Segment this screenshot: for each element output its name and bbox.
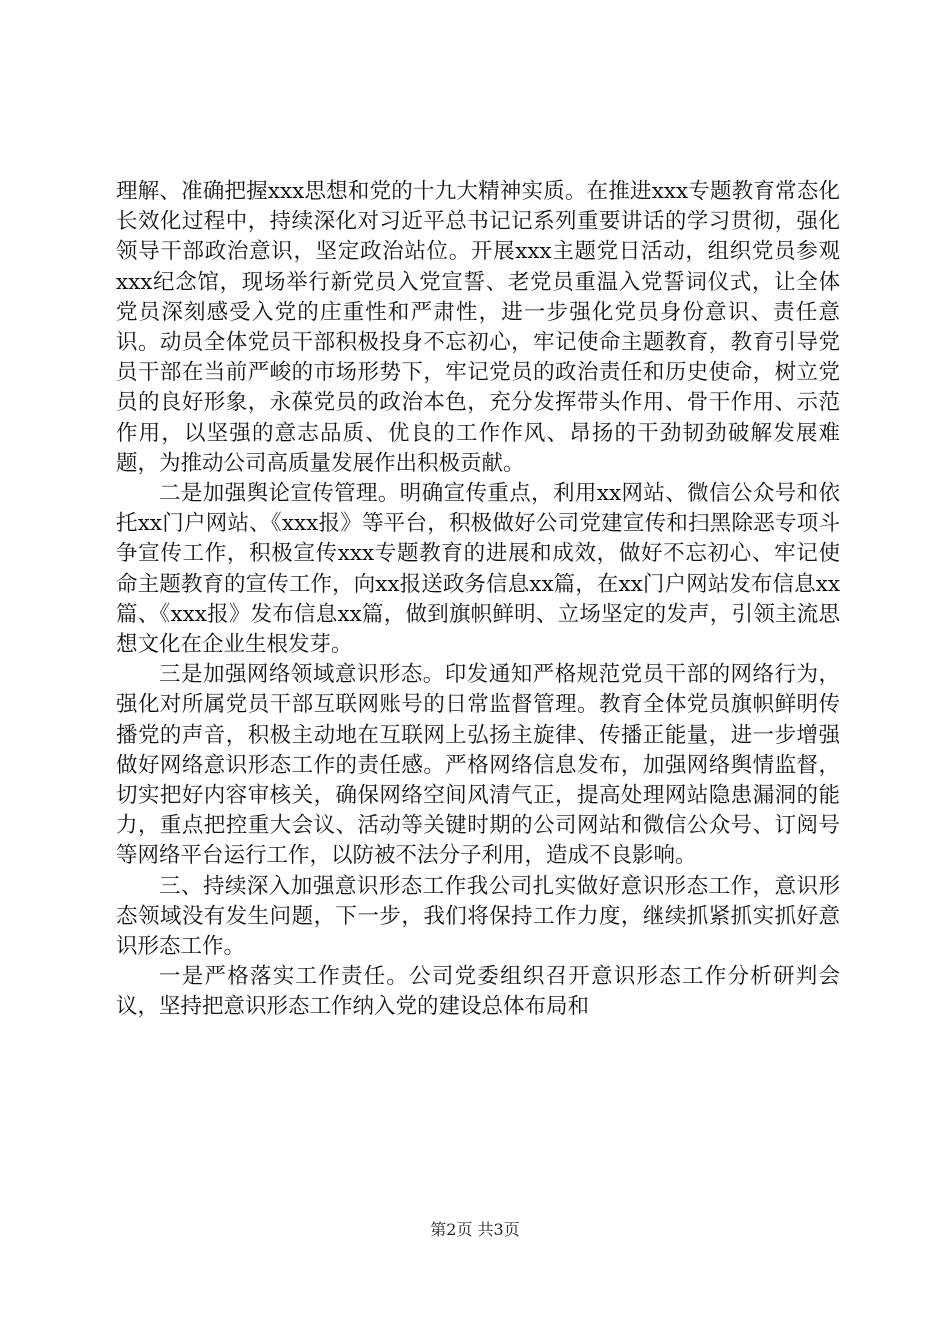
paragraph-continuation: 理解、准确把握xxx思想和党的十九大精神实质。在推进xxx专题教育常态化长效化过程中，持续深化对习近平总书记记系列重要讲话的学习贯彻，强化领导干部政治意识，坚定政治站位。开展xxx主题党日活动，组织党员参观xxx纪念馆，现场举行新党员入党宣誓、老党员重温入党誓词仪式，让全体党员深刻感受入党的庄重性和严肃性，进一步强化党员身份意识、责任意识。动员全体党员干部积极投身不忘初心，牢记使命主题教育，教育引导党员干部在当前严峻的市场形势下，牢记党员的政治责任和历史使命，树立党员的良好形象，永葆党员的政治本色，充分发挥带头作用、骨干作用、示范作用，以坚强的意志品质、优良的工作作风、昂扬的干劲韧劲破解发展难题，为推动公司高质量发展作出积极贡献。 (116, 179, 840, 476)
document-body (116, 177, 840, 1023)
paragraph-network-ideology: 三是加强网络领域意识形态。印发通知严格规范党员干部的网络行为，强化对所属党员干部互联网账号的日常监督管理。教育全体党员旗帜鲜明传播党的声音，积极主动地在互联网上弘扬主旋律、传播正能量，进一步增强做好网络意识形态工作的责任感。严格网络信息发布，加强网络舆情监督，切实把好内容审核关，确保网络空间风清气正，提高处理网站隐患漏洞的能力，重点把控重大会议、活动等关键时期的公司网站和微信公众号、订阅号等网络平台运行工作，以防被不法分子利用，造成不良影响。 (116, 662, 840, 869)
page-footer: 第2页 共3页 (430, 1220, 520, 1239)
paragraph-public-opinion: 二是加强舆论宣传管理。明确宣传重点，利用xx网站、微信公众号和依托xx门户网站、《xxx报》等平台，积极做好公司党建宣传和扫黑除恶专项斗争宣传工作，积极宣传xxx专题教育的进展和成效，做好不忘初心、牢记使命主题教育的宣传工作，向xx报送政务信息xx篇，在xx门户网站发布信息xx篇、《xxx报》发布信息xx篇，做到旗帜鲜明、立场坚定的发声，引领主流思想文化在企业生根发芽。 (116, 481, 840, 658)
paragraph-responsibility: 一是严格落实工作责任。公司党委组织召开意识形态工作分析研判会议，坚持把意识形态工作纳入党的建设总体布局和 (116, 964, 840, 1020)
paragraph-section-three-heading: 三、持续深入加强意识形态工作我公司扎实做好意识形态工作，意识形态领域没有发生问题，下一步，我们将保持工作力度，继续抓紧抓实抓好意识形态工作。 (116, 873, 840, 960)
